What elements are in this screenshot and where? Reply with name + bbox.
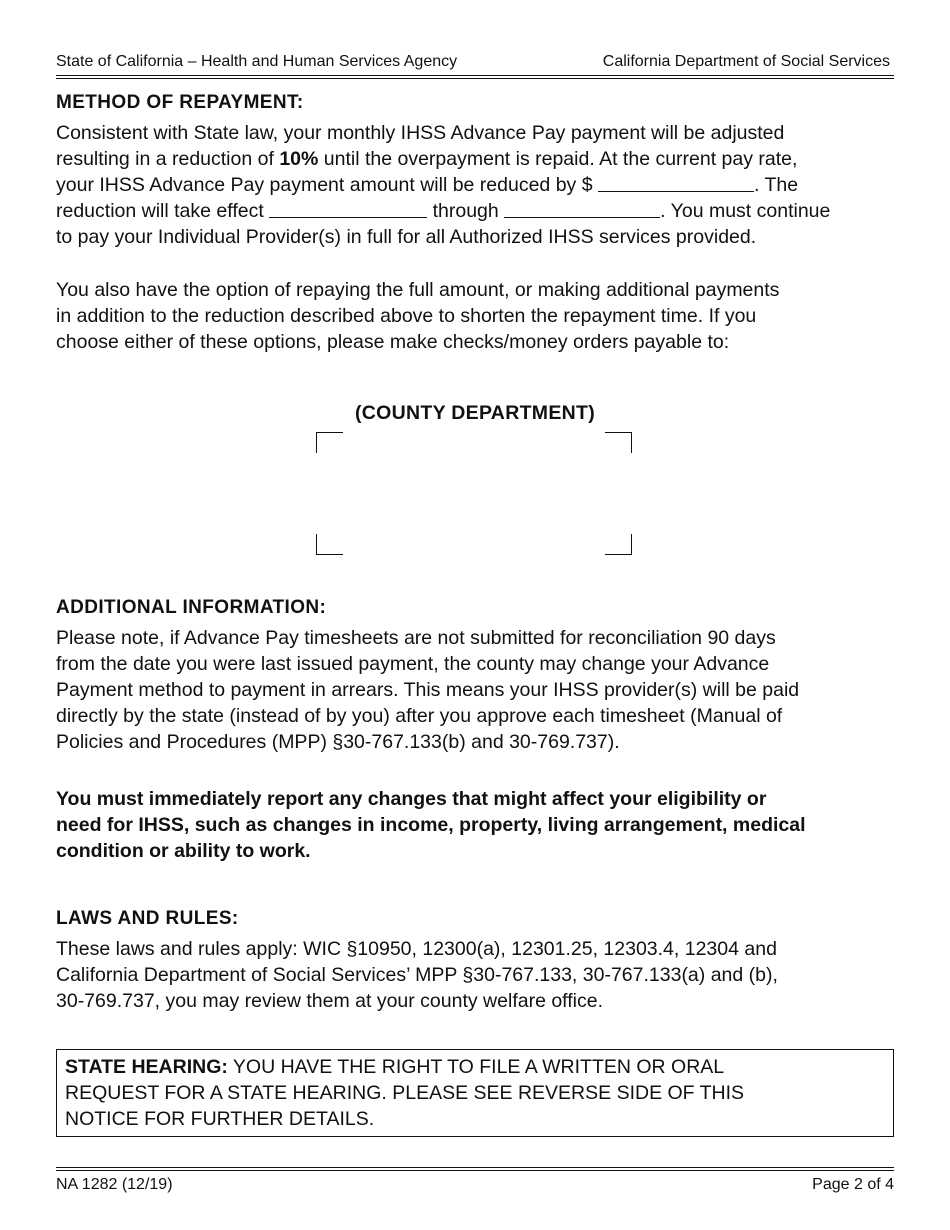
hearing-label: STATE HEARING: xyxy=(65,1056,228,1078)
reduction-percent: 10% xyxy=(279,148,319,170)
report-line-2: need for IHSS, such as changes in income, property, living arrangement, medical xyxy=(56,814,806,836)
laws-paragraph xyxy=(56,936,896,1014)
options-line-3: choose either of these options, please make checks/money orders payable to: xyxy=(56,331,730,353)
corner-bottom-left xyxy=(316,534,343,555)
laws-title: LAWS AND RULES: xyxy=(56,908,239,929)
additional-line-4: directly by the state (instead of by you) after you approve each timesheet (Manual of xyxy=(56,705,783,727)
options-line-1: You also have the option of repaying the full amount, or making additional payments xyxy=(56,279,780,301)
repayment-line-5: to pay your Individual Provider(s) in full for all Authorized IHSS services provided. xyxy=(56,226,757,248)
header-rule xyxy=(56,75,894,79)
page-footer xyxy=(56,1175,894,1195)
page-number: Page 2 of 4 xyxy=(812,1176,894,1193)
repayment-paragraph xyxy=(56,120,896,250)
additional-line-3: Payment method to payment in arrears. This means your IHSS provider(s) will be paid xyxy=(56,679,800,701)
effective-start-blank[interactable] xyxy=(269,199,427,218)
header-agency: State of California – Health and Human Services Agency xyxy=(56,53,458,70)
hearing-line-2: REQUEST FOR A STATE HEARING. PLEASE SEE REVERSE SIDE OF THIS xyxy=(65,1082,745,1104)
state-hearing-box xyxy=(56,1049,894,1137)
reduction-amount-blank[interactable] xyxy=(598,173,754,192)
repayment-title: METHOD OF REPAYMENT: xyxy=(56,92,304,113)
corner-top-left xyxy=(316,432,343,453)
additional-paragraph xyxy=(56,625,896,755)
laws-line-3: 30-769.737, you may review them at your county welfare office. xyxy=(56,990,604,1012)
report-line-3: condition or ability to work. xyxy=(56,840,311,862)
options-line-2: in addition to the reduction described above to shorten the repayment time. If you xyxy=(56,305,757,327)
repayment-line-1: Consistent with State law, your monthly IHSS Advance Pay payment will be adjusted xyxy=(56,122,785,144)
page-header xyxy=(56,52,890,72)
repayment-line-2: resulting in a reduction of 10% until the overpayment is repaid. At the current pay rate, xyxy=(56,148,798,170)
additional-title: ADDITIONAL INFORMATION: xyxy=(56,597,327,618)
hearing-line-1: STATE HEARING: YOU HAVE THE RIGHT TO FILE A WRITTEN OR ORAL xyxy=(65,1056,725,1078)
effective-end-blank[interactable] xyxy=(504,199,660,218)
additional-line-1: Please note, if Advance Pay timesheets are not submitted for reconciliation 90 days xyxy=(56,627,776,649)
corner-top-right xyxy=(605,432,632,453)
laws-line-1: These laws and rules apply: WIC §10950, 12300(a), 12301.25, 12303.4, 12304 and xyxy=(56,938,777,960)
county-department-label: (COUNTY DEPARTMENT) xyxy=(354,402,596,424)
additional-line-5: Policies and Procedures (MPP) §30-767.133(b) and 30-769.737). xyxy=(56,731,620,753)
repayment-line-3: your IHSS Advance Pay payment amount will be reduced by $ . The xyxy=(56,174,799,196)
form-id: NA 1282 (12/19) xyxy=(56,1176,173,1193)
header-department: California Department of Social Services xyxy=(602,53,890,70)
additional-line-2: from the date you were last issued payment, the county may change your Advance xyxy=(56,653,770,675)
corner-bottom-right xyxy=(605,534,632,555)
options-paragraph xyxy=(56,277,896,355)
hearing-line-3: NOTICE FOR FURTHER DETAILS. xyxy=(65,1108,375,1130)
repayment-line-4: reduction will take effect through . You must continue xyxy=(56,200,831,222)
footer-rule xyxy=(56,1167,894,1171)
laws-line-2: California Department of Social Services’ MPP §30-767.133, 30-767.133(a) and (b), xyxy=(56,964,778,986)
report-changes-paragraph xyxy=(56,786,896,864)
report-line-1: You must immediately report any changes that might affect your eligibility or xyxy=(56,788,767,810)
